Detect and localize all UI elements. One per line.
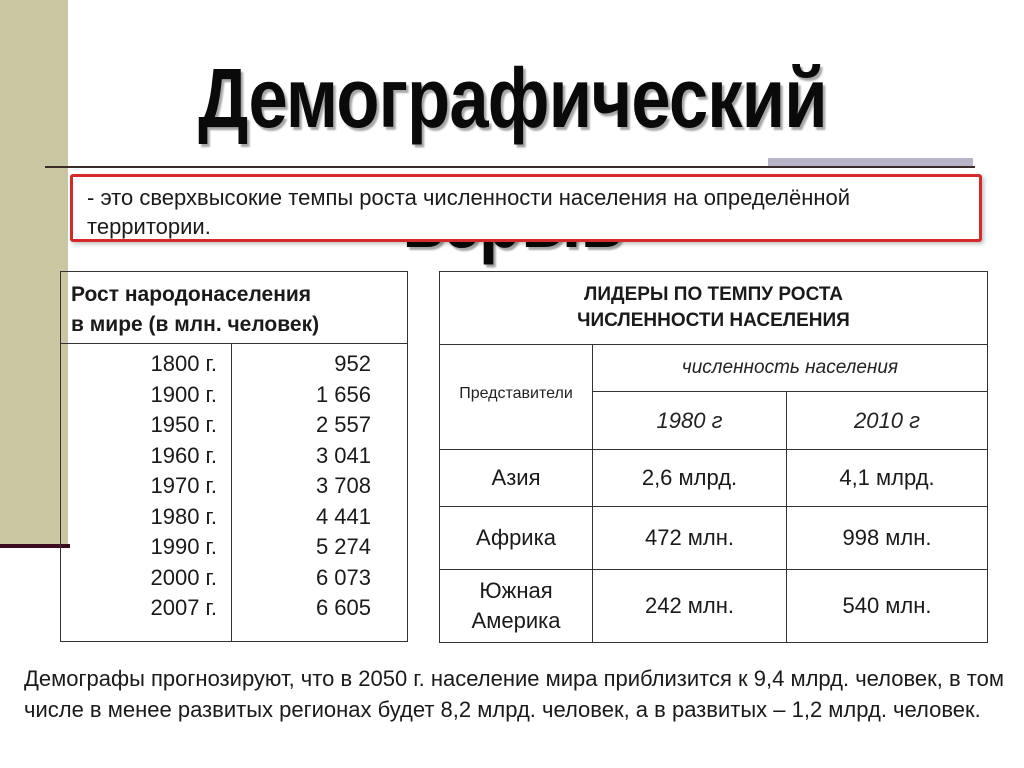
table-row bbox=[61, 563, 407, 593]
representatives-header: Представители bbox=[459, 385, 573, 402]
table-row bbox=[61, 502, 407, 532]
decorative-side-bar bbox=[0, 0, 68, 545]
population-header: численность населения bbox=[681, 357, 899, 378]
asia-1980: 2,6 млрд. bbox=[641, 465, 738, 490]
south-america-1980: 242 млн. bbox=[644, 593, 735, 618]
growth-year: 2000 г. bbox=[150, 565, 217, 590]
table-row bbox=[61, 410, 407, 440]
growth-value: 5 274 bbox=[315, 534, 371, 559]
table-row bbox=[61, 593, 407, 623]
growth-header-line1: Рост народонаселения bbox=[71, 283, 312, 306]
growth-header-line2: в мире (в млн. человек) bbox=[71, 313, 320, 336]
year-1980-header: 1980 г bbox=[656, 407, 723, 433]
growth-value: 4 441 bbox=[315, 504, 371, 529]
year-2010-header: 2010 г bbox=[854, 407, 920, 433]
region-name-line1: Южная bbox=[479, 578, 553, 603]
south-america-2010: 540 млн. bbox=[842, 593, 932, 618]
growth-leaders-table bbox=[439, 271, 988, 643]
region-south-america bbox=[440, 570, 592, 642]
growth-value: 1 656 bbox=[315, 382, 371, 407]
africa-1980: 472 млн. bbox=[644, 525, 735, 550]
africa-2010: 998 млн. bbox=[842, 525, 932, 550]
table-row bbox=[61, 532, 407, 562]
page-title: Демографический bbox=[198, 51, 827, 145]
growth-year: 1800 г. bbox=[150, 351, 217, 376]
definition-box: - это сверхвысокие темпы роста численности населения на определённой территории. bbox=[70, 174, 982, 242]
growth-year: 1970 г. bbox=[150, 473, 217, 498]
growth-value: 6 605 bbox=[315, 595, 371, 620]
region-name-line2: Америка bbox=[471, 608, 561, 633]
region-africa: Африка bbox=[476, 525, 556, 550]
region-asia: Азия bbox=[491, 465, 541, 490]
growth-table-header bbox=[61, 272, 407, 344]
population-growth-table bbox=[60, 271, 408, 642]
growth-value: 952 bbox=[334, 351, 371, 376]
title-underline bbox=[45, 166, 975, 168]
leaders-table-title bbox=[440, 272, 987, 344]
forecast-text: Демографы прогнозируют, что в 2050 г. население мира приблизится к 9,4 млрд. человек, в том числе в менее развитых регионах будет 8,2 млрд. человек, а в развитых – 1,2 млрд. человек. bbox=[24, 666, 1004, 722]
title-underline-accent bbox=[768, 158, 973, 166]
growth-year: 1990 г. bbox=[150, 534, 217, 559]
asia-2010: 4,1 млрд. bbox=[839, 465, 935, 490]
growth-year: 1980 г. bbox=[150, 504, 217, 529]
growth-year: 1950 г. bbox=[150, 412, 217, 437]
growth-value: 2 557 bbox=[315, 412, 371, 437]
growth-year: 1960 г. bbox=[150, 443, 217, 468]
table-row bbox=[61, 471, 407, 501]
growth-value: 6 073 bbox=[315, 565, 371, 590]
table-row bbox=[61, 441, 407, 471]
leaders-title-line2: ЧИСЛЕННОСТИ НАСЕЛЕНИЯ bbox=[577, 310, 850, 331]
table-row bbox=[61, 349, 407, 379]
leaders-title-line1: ЛИДЕРЫ ПО ТЕМПУ РОСТА bbox=[584, 284, 843, 305]
table-row bbox=[61, 380, 407, 410]
growth-value: 3 041 bbox=[315, 443, 371, 468]
growth-year: 2007 г. bbox=[150, 595, 217, 620]
growth-year: 1900 г. bbox=[150, 382, 217, 407]
growth-table-body bbox=[61, 344, 407, 641]
growth-value: 3 708 bbox=[315, 473, 371, 498]
